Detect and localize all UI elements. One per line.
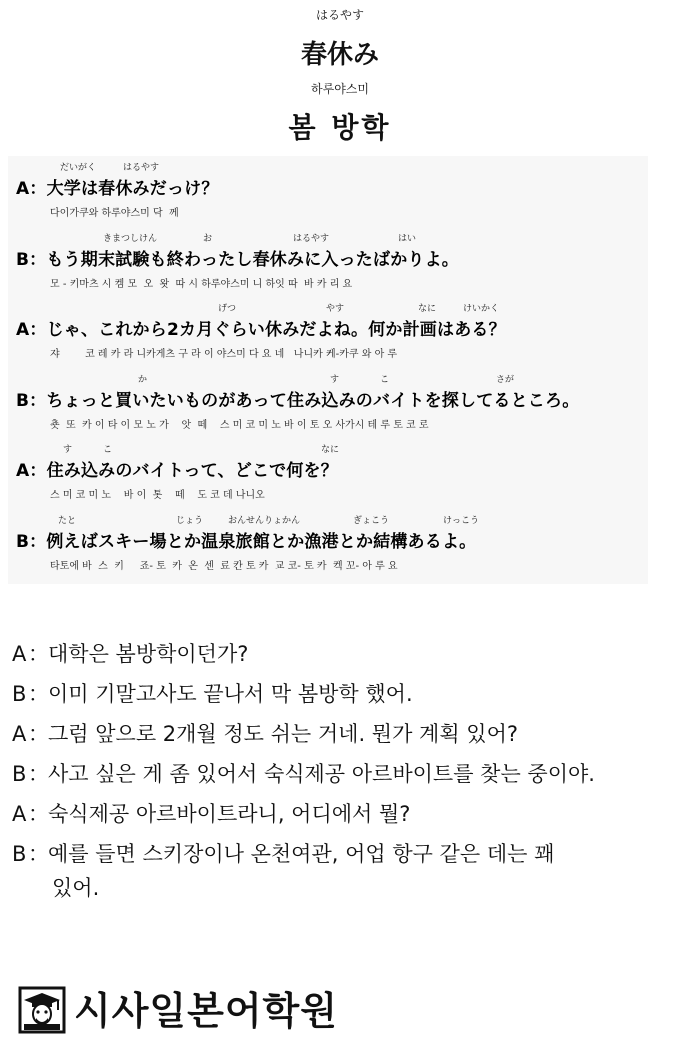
furigana: す xyxy=(330,374,340,385)
furigana: なに xyxy=(418,304,437,314)
translation-text: 사고 싶은 게 좀 있어서 숙식제공 아르바이트를 찾는 중이야. xyxy=(48,762,595,786)
speaker-label: A xyxy=(12,722,27,746)
speaker-label: B： xyxy=(16,531,47,552)
furigana: なに xyxy=(321,445,340,455)
japanese-text: 大学は春休みだっけ？ xyxy=(46,179,219,199)
separator: ： xyxy=(28,842,49,866)
brand-footer xyxy=(18,986,458,1036)
translation-continuation: 있어. xyxy=(52,876,100,900)
speaker-label: B： xyxy=(16,390,47,411)
furigana: げつ xyxy=(218,304,237,314)
japanese-text: 例えばスキー場とか温泉旅館とか漁港とか結構あるよ。 xyxy=(46,531,477,552)
speaker-label: A： xyxy=(16,461,47,481)
furigana: こ xyxy=(103,445,113,455)
korean-pronunciation: 춋 또 카 이 타 이 모 노 가 앗 떼 스 미 코 미 노 바 이 토 오 사가시 테 루 토 코 로 xyxy=(50,419,429,431)
translation-text: 숙식제공 아르바이트라니, 어디에서 뭘? xyxy=(48,802,411,826)
separator: ： xyxy=(28,722,49,746)
japanese-text: じゃ、これから2カ月ぐらい休みだよね。何か計画はある？ xyxy=(46,320,506,340)
translation-line xyxy=(12,838,554,868)
title-korean: 봄 방학 xyxy=(288,111,392,144)
furigana: はるやす xyxy=(293,233,330,244)
translation-line xyxy=(12,758,595,788)
korean-pronunciation: 다이가쿠와 하루야스미 닥 께 xyxy=(50,208,179,219)
furigana: さが xyxy=(496,374,515,385)
furigana: きまつしけん xyxy=(103,233,158,244)
furigana: けいかく xyxy=(463,304,500,314)
korean-pronunciation: 쟈 코 레 카 라 니카게츠 구 라 이 야스미 다 요 네 나니카 케-카쿠 와 아 루 xyxy=(50,349,398,360)
furigana: けっこう xyxy=(443,515,480,526)
speaker-label: A xyxy=(12,642,27,666)
speaker-label: B xyxy=(12,842,27,866)
furigana: はい xyxy=(398,233,417,244)
dialogue-line xyxy=(16,456,338,481)
speaker-label: B xyxy=(12,762,27,786)
korean-pronunciation: 모 - 키마츠 시 켐 모 오 왓 따 시 하루야스미 니 하잇 따 바 카 리 요 xyxy=(50,278,353,290)
dialogue-line xyxy=(16,245,459,270)
furigana: じょう xyxy=(176,515,204,526)
translation-text: 이미 기말고사도 끝나서 막 봄방학 했어. xyxy=(48,682,413,706)
dialogue-line xyxy=(16,527,476,552)
speaker-label: B： xyxy=(16,249,47,270)
separator: ： xyxy=(28,802,49,826)
furigana: ぎょこう xyxy=(353,515,390,526)
translation-line xyxy=(12,718,518,748)
title-furigana: はるやす xyxy=(315,8,364,22)
korean-pronunciation: 스 미 코 미 노 바 이 톳 떼 도 코 데 나니오 xyxy=(50,490,265,501)
speaker-label: A： xyxy=(16,320,47,340)
speaker-label: B xyxy=(12,682,27,706)
translation-text: 대학은 봄방학이던가? xyxy=(48,642,249,666)
title-japanese: 春休み xyxy=(300,40,379,70)
translation-line xyxy=(12,678,413,708)
brand-name: 시사일본어학원 xyxy=(74,989,338,1033)
translation-line xyxy=(12,638,248,668)
furigana: す xyxy=(63,445,73,455)
title-korean-reading: 하루야스미 xyxy=(311,82,369,96)
dialogue-line xyxy=(16,315,506,340)
speaker-label: A xyxy=(12,802,27,826)
furigana: こ xyxy=(380,374,390,385)
dialogue-line xyxy=(16,386,579,411)
separator: ： xyxy=(28,642,49,666)
japanese-text: 住み込みのバイトって、どこで何を？ xyxy=(46,461,338,481)
furigana: か xyxy=(138,374,148,385)
translation-text: 예를 들면 스키장이나 온천여관, 어업 항구 같은 데는 꽤 xyxy=(48,842,555,866)
separator: ： xyxy=(28,762,49,786)
furigana: たと xyxy=(58,515,77,526)
furigana: おんせんりょかん xyxy=(228,515,301,526)
furigana: だいがく xyxy=(60,163,97,173)
japanese-text: ちょっと買いたいものがあって住み込みのバイトを探してるところ。 xyxy=(46,390,580,411)
translation-line xyxy=(12,798,410,828)
separator: ： xyxy=(28,682,49,706)
dialogue-line xyxy=(16,174,219,199)
furigana: お xyxy=(203,233,213,244)
speaker-label: A： xyxy=(16,179,47,199)
japanese-text: もう期末試験も終わったし春休みに入ったばかりよ。 xyxy=(46,249,459,270)
dialogue-panel xyxy=(8,156,648,584)
furigana: やす xyxy=(326,304,345,314)
translation-text: 그럼 앞으로 2개월 정도 쉬는 거네. 뭔가 계획 있어? xyxy=(48,722,519,746)
korean-pronunciation: 타토에 바 스 키 죠- 토 카 온 센 료 칸 토 카 교 코- 토 카 켁 꼬- 아 루 요 xyxy=(50,560,398,572)
furigana: はるやす xyxy=(123,163,160,173)
scholar-mascot-icon xyxy=(18,986,66,1034)
